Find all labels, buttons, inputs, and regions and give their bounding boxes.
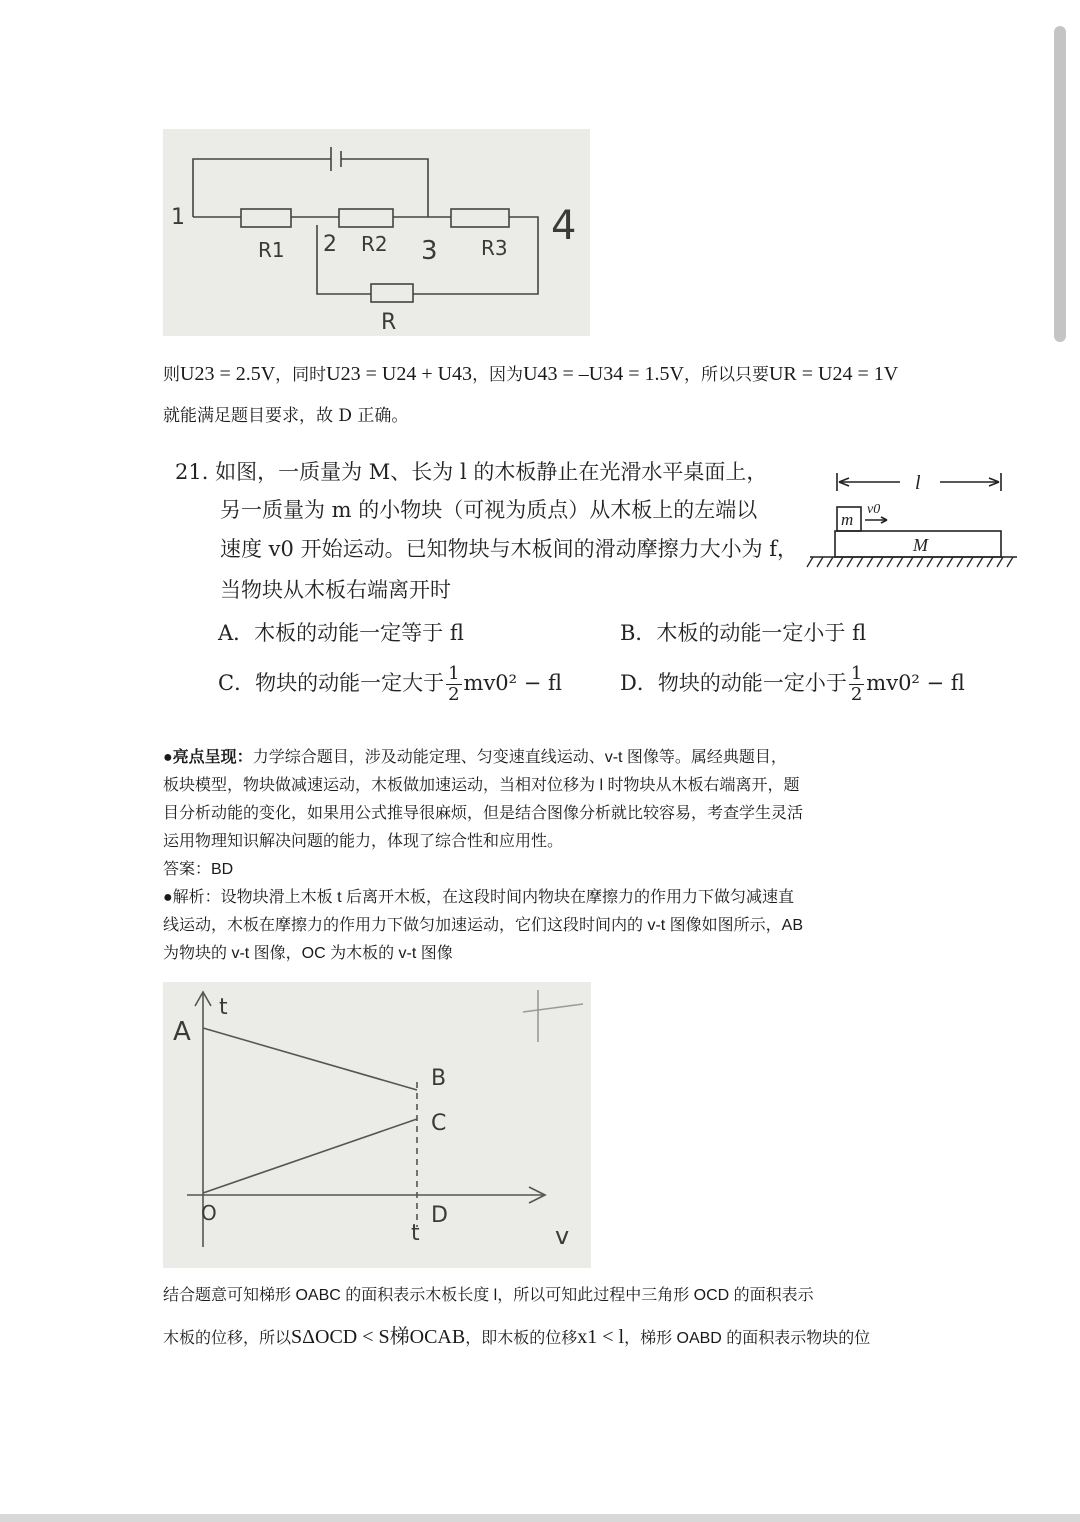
board-label: M: [913, 535, 928, 555]
time-t-label: t: [411, 1221, 420, 1246]
highlight-line-2: 板块模型，物块做减速运动，木板做加速运动，当相对位移为 l 时物块从木板右端离开，题: [163, 777, 800, 794]
question-line-3: 速度 v0 开始运动。已知物块与木板间的滑动摩擦力大小为 f，: [220, 537, 799, 561]
conclusion-line-1: 结合题意可知梯形 OABC 的面积表示木板长度 l，所以可知此过程中三角形 OCD 的面积表示: [163, 1287, 814, 1304]
conclusion-text-c: ，梯形 OABD 的面积表示物块的位: [624, 1330, 871, 1347]
vertical-scrollbar-thumb[interactable]: [1054, 26, 1066, 342]
resistor-label-r1: R1: [258, 238, 285, 262]
axis-v-label: v: [555, 1222, 570, 1250]
frac-den-d: 2: [850, 684, 863, 705]
option-d-text: D．物块的动能一定小于: [620, 671, 847, 695]
option-d-tail: mv0² − fl: [866, 671, 965, 695]
conclusion-text-a: 木板的位移，所以: [163, 1330, 292, 1347]
highlight-text-1: 力学综合题目，涉及动能定理、匀变速直线运动、v-t 图像等。属经典题目，: [252, 749, 787, 766]
resistor-label-r2: R2: [361, 232, 388, 256]
question-line-4: 当物块从木板右端离开时: [220, 578, 451, 602]
line1-prefix: 则: [163, 365, 180, 385]
analysis-line-2: 线运动，木板在摩擦力的作用力下做匀加速运动，它们这段时间内的 v-t 图像如图所示，AB: [163, 917, 804, 934]
question-text-1: 如图，一质量为 M、长为 l 的木板静止在光滑水平桌面上，: [215, 460, 768, 484]
conclusion-line-2: [163, 1325, 923, 1351]
bullet-icon: ●: [163, 749, 173, 766]
option-a: A．木板的动能一定等于 fl: [218, 621, 464, 645]
highlight-title: 亮点呈现：: [172, 749, 253, 766]
option-c-tail: mv0² − fl: [463, 671, 563, 695]
explanation-line-1: [163, 362, 923, 387]
axis-t-top-label: t: [219, 995, 228, 1020]
point-o-label: O: [201, 1201, 217, 1225]
highlight-line-4: 运用物理知识解决问题的能力，体现了综合性和应用性。: [163, 833, 564, 850]
line1-mid1: ，同时: [275, 365, 327, 385]
option-c: [218, 664, 562, 705]
vt-graph-photo: [163, 982, 591, 1268]
conclusion-text-b: ，即木板的位移: [465, 1330, 578, 1347]
line1-mid2: ，因为: [472, 365, 524, 385]
point-c-label: C: [431, 1111, 447, 1136]
displacement-inequality: x1 < l: [577, 1326, 625, 1348]
point-b-label: B: [431, 1066, 447, 1091]
question-number: 21.: [175, 460, 209, 484]
block-board-diagram: [805, 465, 1020, 575]
frac-den-c: 2: [448, 684, 460, 705]
explanation-line-2: 就能满足题目要求，故 D 正确。: [163, 406, 409, 426]
resistor-label-r3: R3: [481, 236, 508, 260]
equation-u43: U43 = –U34 = 1.5V: [523, 363, 684, 385]
question-line-2: 另一质量为 m 的小物块（可视为质点）从木板上的左端以: [220, 498, 758, 522]
frac-num-c: 1: [448, 663, 460, 684]
area-inequality: SΔOCD < S梯OCAB: [291, 1326, 466, 1348]
highlight-line-3: 目分析动能的变化，如果用公式推导很麻烦，但是结合图像分析就比较容易，考查学生灵活: [163, 805, 804, 822]
bottom-scrollbar[interactable]: [0, 1514, 1080, 1522]
node-label-3: 3: [421, 236, 438, 266]
small-block-label: m: [841, 510, 854, 529]
analysis-line-1: ●解析：设物块滑上木板 t 后离开木板，在这段时间内物块在摩擦力的作用力下做匀减速直: [163, 889, 795, 906]
analysis-line-3: 为物块的 v-t 图像，OC 为木板的 v-t 图像: [163, 945, 453, 962]
vt-graph: [163, 982, 591, 1268]
circuit-photo: [163, 129, 590, 336]
equation-u23-sum: U23 = U24 + U43: [326, 363, 473, 385]
length-label: l: [915, 472, 921, 494]
equation-ur: UR = U24 = 1V: [768, 363, 899, 385]
option-d: [620, 664, 965, 705]
option-b: B．木板的动能一定小于 fl: [620, 621, 867, 645]
frac-num-d: 1: [850, 663, 863, 684]
node-label-2: 2: [323, 232, 337, 257]
question-line-1: [175, 456, 767, 486]
option-c-text: C．物块的动能一定大于: [218, 671, 445, 695]
resistor-label-r: R: [381, 310, 397, 335]
answer-line: 答案：BD: [163, 861, 234, 878]
point-a-label: A: [173, 1017, 191, 1047]
node-label-4: 4: [551, 203, 577, 249]
fraction-half-d: [849, 664, 864, 705]
equation-u23: U23 = 2.5V: [180, 363, 276, 385]
highlight-line-1: [163, 746, 923, 770]
circuit-diagram: [163, 129, 590, 336]
fraction-half-c: [446, 664, 461, 705]
line1-mid3: ，所以只要: [683, 365, 769, 385]
node-label-1: 1: [171, 205, 185, 230]
velocity-label: v0: [867, 502, 881, 517]
point-d-label: D: [431, 1203, 448, 1228]
